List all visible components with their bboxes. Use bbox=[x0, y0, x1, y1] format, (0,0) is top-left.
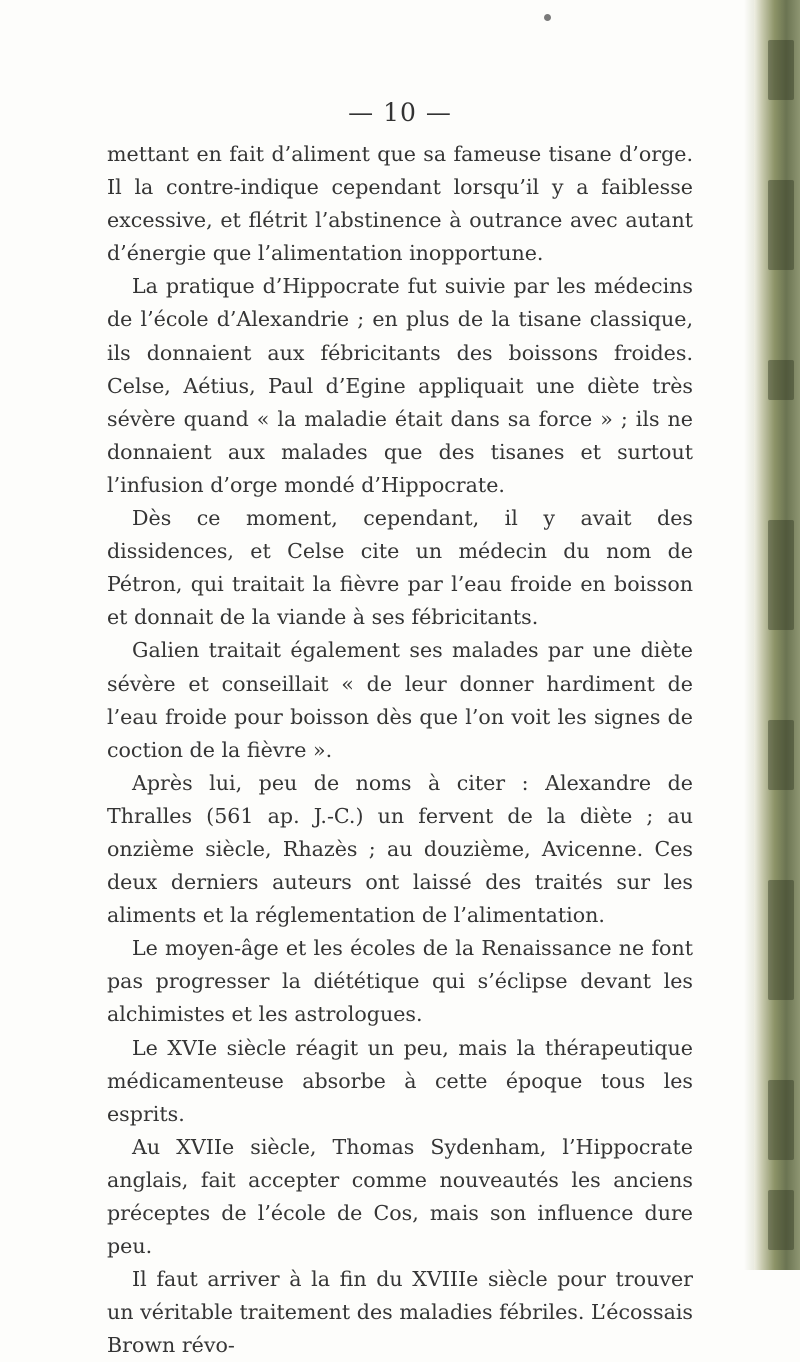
paragraph-8: Au XVIIe siècle, Thomas Sydenham, l’Hippocrate anglais, fait accepter comme nouveautés les anciens préceptes de l’école de Cos, mais son influence dure peu. bbox=[107, 1134, 693, 1259]
page-edge bbox=[754, 0, 800, 1270]
paragraph-5: Après lui, peu de noms à citer : Alexandre de Thralles (561 ap. J.-C.) un fervent de la diète ; au onzième siècle, Rhazès ; au douzième, Avicenne. Ces deux derniers auteurs ont laissé des traités sur les aliments et la réglementation de l’alimentation. bbox=[107, 770, 693, 928]
page-edge-shadow bbox=[744, 0, 754, 1270]
paragraph-3: Dès ce moment, cependant, il y avait des dissidences, et Celse cite un médecin du nom de Pétron, qui traitait la fièvre par l’eau froide en boisson et donnait de la viande à ses fébricitants. bbox=[107, 506, 693, 630]
edge-stain bbox=[768, 1080, 794, 1160]
edge-stain bbox=[768, 880, 794, 1000]
edge-stain bbox=[768, 1190, 794, 1250]
edge-stain bbox=[768, 720, 794, 790]
paragraph-9: Il faut arriver à la fin du XVIIIe siècle pour trouver un véritable traitement des maladies fébriles. L’écossais Brown révo- bbox=[107, 1267, 693, 1358]
page-number: — 10 — bbox=[348, 98, 452, 127]
edge-stain bbox=[768, 520, 794, 630]
paragraph-7: Le XVIe siècle réagit un peu, mais la thérapeutique médicamenteuse absorbe à cette époque tous les esprits. bbox=[107, 1035, 693, 1126]
ink-spot bbox=[544, 14, 551, 21]
edge-stain bbox=[768, 360, 794, 400]
paragraph-6: Le moyen-âge et les écoles de la Renaissance ne font pas progresser la diététique qui s’éclipse devant les alchimistes et les astrologues. bbox=[107, 936, 693, 1027]
paragraph-1: mettant en fait d’aliment que sa fameuse tisane d’orge. Il la contre-indique cependant lorsqu’il y a faiblesse excessive, et flétrit l’abstinence à outrance avec autant d’énergie que l’alimentation inopportune. bbox=[107, 142, 693, 266]
edge-stain bbox=[768, 40, 794, 100]
paragraph-2: La pratique d’Hippocrate fut suivie par les médecins de l’école d’Alexandrie ; en plus de la tisane classique, ils donnaient aux fébricitants des boissons froides. Celse, Aétius, Paul d’Egine appliquait une diète très sévère quand « la maladie était dans sa force » ; ils ne donnaient aux malades que des tisanes et surtout l’infusion d’orge mondé d’Hippocrate. bbox=[107, 274, 693, 497]
body-text bbox=[107, 138, 693, 1362]
edge-stain bbox=[768, 180, 794, 270]
paragraph-4: Galien traitait également ses malades par une diète sévère et conseillait « de leur donner hardiment de l’eau froide pour boisson dès que l’on voit les signes de coction de la fièvre ». bbox=[107, 638, 693, 762]
